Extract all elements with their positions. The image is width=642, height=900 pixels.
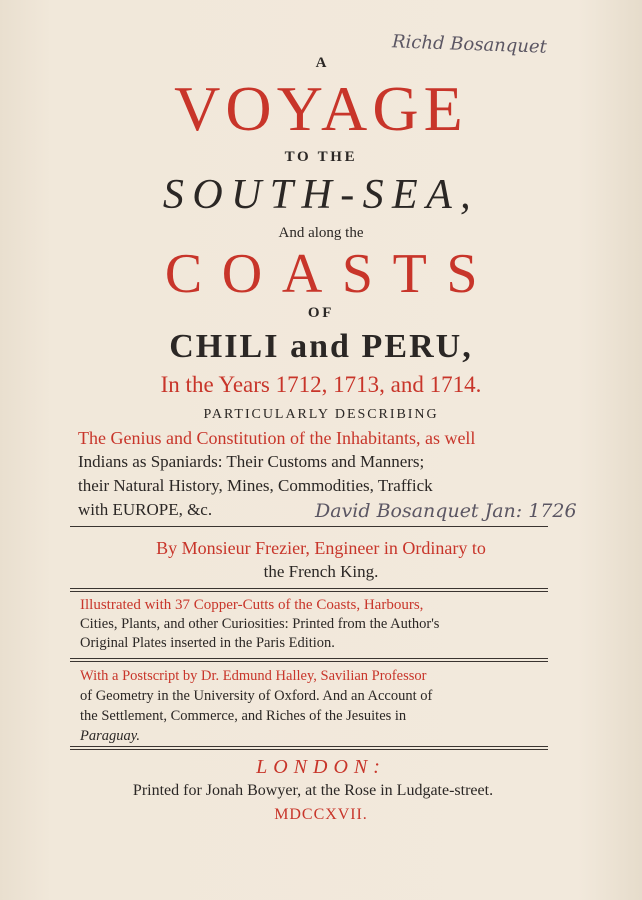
postscript-line-4: Paraguay. [80,728,141,744]
describing-line-2: Indians as Spaniards: Their Customs and Manners; [78,452,425,471]
imprint-printed: Printed for Jonah Bowyer, at the Rose in Ludgate-street. [132,782,494,799]
owner-signature-bottom: David Bosanquet Jan: 1726 [315,500,577,522]
rule-2 [70,588,548,592]
rule-4 [70,746,548,750]
postscript-line-3: the Settlement, Commerce, and Riches of the Jesuites in [80,708,407,724]
title-chili-peru: CHILI and PERU, [169,328,473,365]
illustrated-line-3: Original Plates inserted in the Paris Edition. [80,635,335,651]
imprint-year: MDCCXVII. [274,806,368,823]
describing-heading: PARTICULARLY DESCRIBING [203,407,439,422]
describing-line-4: with EUROPE, &c. [78,500,213,519]
title-article: A [315,55,327,71]
rule-3 [70,658,548,662]
title-of: OF [307,305,335,321]
rule-1 [70,526,548,527]
imprint-city: LONDON: [256,756,386,778]
author-line-1: By Monsieur Frezier, Engineer in Ordinary to [156,538,486,558]
describing-line-3: their Natural History, Mines, Commodities, Traffick [78,476,433,495]
title-years: In the Years 1712, 1713, and 1714. [160,372,482,397]
title-and-along: And along the [278,225,364,241]
illustrated-line-1: Illustrated with 37 Copper-Cutts of the Coasts, Harbours, [80,597,424,613]
title-south-sea: SOUTH-SEA, [162,172,480,218]
title-coasts: COASTS [164,243,498,305]
postscript-line-1: With a Postscript by Dr. Edmund Halley, Savilian Professor [80,668,427,684]
title-voyage: VOYAGE [174,73,468,144]
author-line-2: the French King. [263,562,379,581]
describing-line-1: The Genius and Constitution of the Inhabitants, as well [78,428,476,448]
title-to-the: TO THE [284,149,358,165]
illustrated-line-2: Cities, Plants, and other Curiosities: Printed from the Author's [80,616,440,632]
owner-signature-top: Richd Bosanquet [391,31,548,58]
postscript-line-2: of Geometry in the University of Oxford. And an Account of [80,688,433,704]
